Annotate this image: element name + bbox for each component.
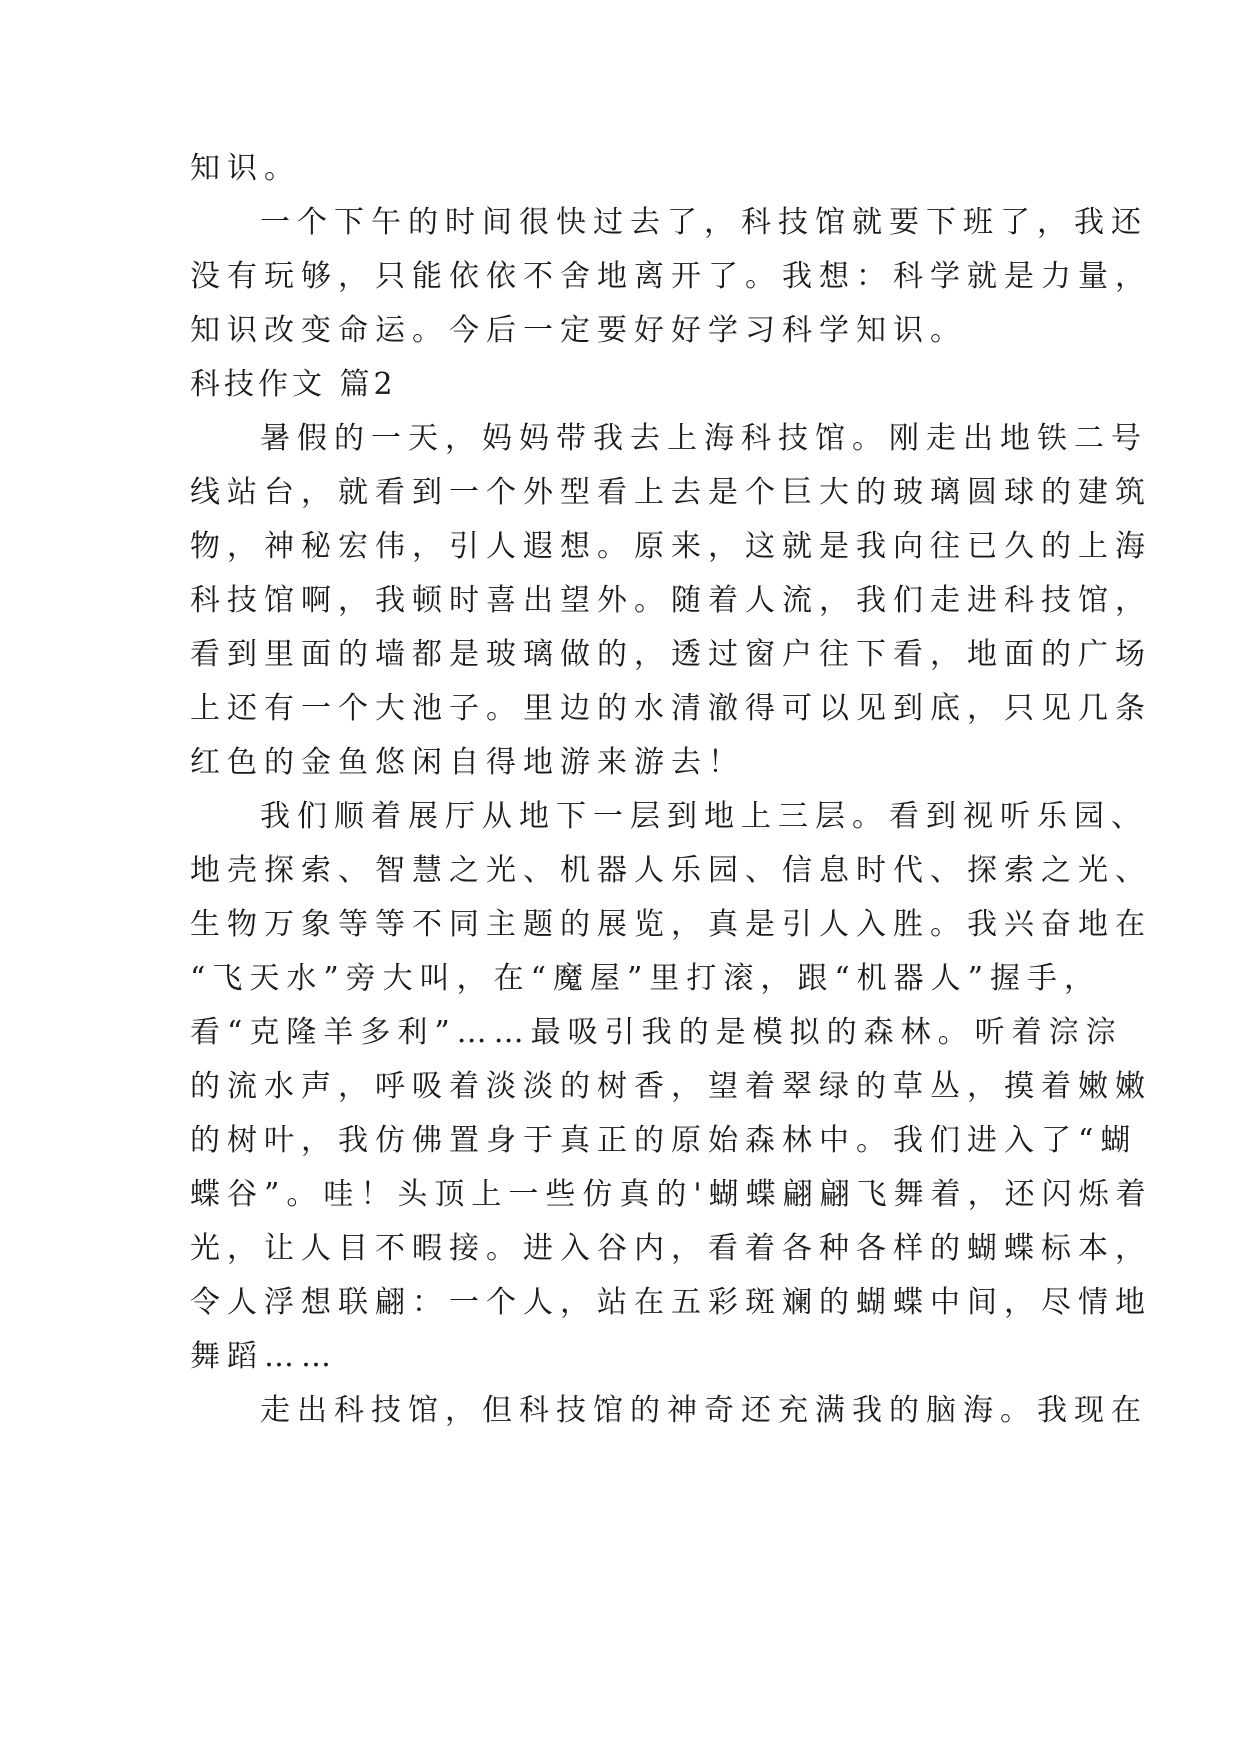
text-line: 红色的金鱼悠闲自得地游来游去！ <box>190 745 745 780</box>
document-page <box>190 142 1153 1438</box>
section-heading <box>190 358 1060 412</box>
text-line: 上还有一个大池子。里边的水清澈得可以见到底，只见几条 <box>190 691 1152 726</box>
paragraph-1 <box>190 196 1152 358</box>
paragraph-2 <box>190 412 1152 790</box>
heading-text: 科技作文 篇2 <box>190 367 397 402</box>
text-line: 的流水声，呼吸着淡淡的树香，望着翠绿的草丛，摸着嫩嫩 <box>190 1069 1152 1104</box>
text-line: “飞天水”旁大叫，在“魔屋”里打滚，跟“机器人”握手， <box>190 961 1102 996</box>
text-line: 知识改变命运。今后一定要好好学习科学知识。 <box>190 313 967 348</box>
text-line: 一个下午的时间很快过去了，科技馆就要下班了，我还 <box>260 205 1148 240</box>
text-line: 科技馆啊，我顿时喜出望外。随着人流，我们走进科技馆， <box>190 583 1152 618</box>
text-line: 我们顺着展厅从地下一层到地上三层。看到视听乐园、 <box>260 799 1148 834</box>
paragraph-0 <box>190 142 1060 196</box>
paragraph-4 <box>190 1384 1148 1438</box>
text-line: 线站台，就看到一个外型看上去是个巨大的玻璃圆球的建筑 <box>190 475 1152 510</box>
text-line: 的树叶，我仿佛置身于真正的原始森林中。我们进入了“蝴 <box>190 1123 1138 1158</box>
text-line: 地壳探索、智慧之光、机器人乐园、信息时代、探索之光、 <box>190 853 1152 888</box>
text-line: 看“克隆羊多利”……最吸引我的是模拟的森林。听着淙淙 <box>190 1015 1123 1050</box>
text-line: 没有玩够，只能依依不舍地离开了。我想：科学就是力量， <box>190 259 1152 294</box>
text-line: 物，神秘宏伟，引人遐想。原来，这就是我向往已久的上海 <box>190 529 1152 564</box>
text-line: 生物万象等等不同主题的展览，真是引人入胜。我兴奋地在 <box>190 907 1152 942</box>
text-line: 舞蹈…… <box>190 1339 338 1374</box>
text-line: 令人浮想联翩：一个人，站在五彩斑斓的蝴蝶中间，尽情地 <box>190 1285 1152 1320</box>
paragraph-3 <box>190 790 1153 1384</box>
text-line: 知识。 <box>190 151 301 186</box>
text-line: 蝶谷”。哇！头顶上一些仿真的'蝴蝶翩翩飞舞着，还闪烁着 <box>190 1177 1153 1212</box>
text-line: 走出科技馆，但科技馆的神奇还充满我的脑海。我现在 <box>260 1393 1148 1428</box>
text-line: 光，让人目不暇接。进入谷内，看着各种各样的蝴蝶标本， <box>190 1231 1152 1266</box>
text-line: 暑假的一天，妈妈带我去上海科技馆。刚走出地铁二号 <box>260 421 1148 456</box>
text-line: 看到里面的墙都是玻璃做的，透过窗户往下看，地面的广场 <box>190 637 1152 672</box>
